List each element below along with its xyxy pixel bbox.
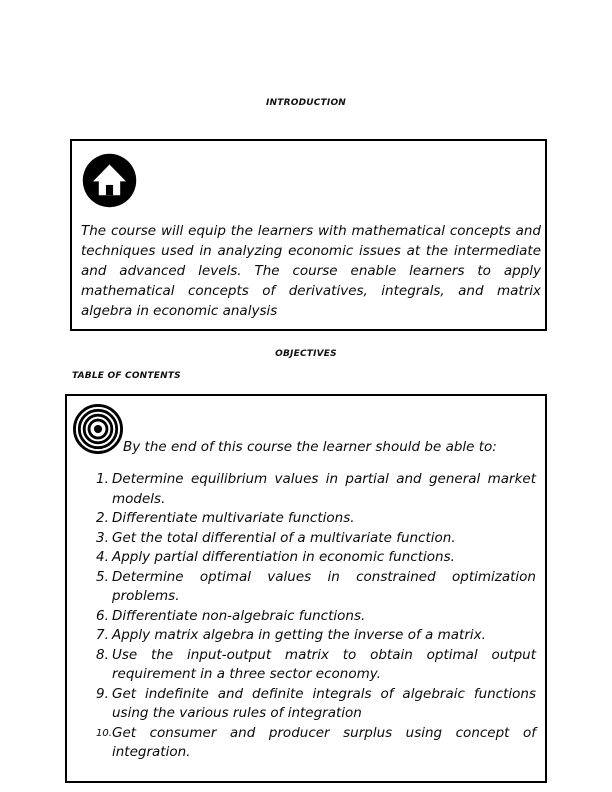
list-item-text: Determine equilibrium values in partial and general market models. [112, 471, 536, 507]
list-item-text: Differentiate multivariate functions. [112, 510, 355, 526]
introduction-box [70, 139, 547, 331]
objectives-box [65, 394, 547, 783]
introduction-heading: INTRODUCTION [265, 98, 347, 108]
objectives-list [94, 470, 542, 763]
list-item [94, 509, 542, 529]
table-of-contents-heading: TABLE OF CONTENTS [72, 371, 181, 381]
list-item [94, 470, 542, 509]
list-number: 7. [96, 627, 109, 643]
introduction-text: The course will equip the learners with mathematical concepts and techniques used in analyzing economic issues at the intermediate and advanced levels. The course enable learners to apply mathematical concepts of derivatives, integrals, and matrix algebra in economic analysis [81, 223, 541, 319]
list-number: 3. [96, 529, 109, 546]
list-number: 9. [96, 685, 109, 702]
list-number: 1. [96, 471, 109, 487]
list-item [94, 724, 542, 763]
list-item [94, 626, 542, 646]
target-icon [72, 403, 124, 455]
list-item [94, 568, 542, 607]
list-item [94, 607, 542, 627]
list-item-text: Use the input-output matrix to obtain optimal output requirement in a three sector economy. [112, 646, 536, 682]
list-item-text: Apply partial differentiation in economic functions. [112, 549, 455, 565]
list-item-text: Get indefinite and definite integrals of algebraic functions using the various rules of integration [112, 685, 536, 721]
list-number: 8. [96, 646, 109, 663]
list-item [94, 529, 542, 549]
list-item-text: Get consumer and producer surplus using concept of integration. [112, 724, 536, 760]
list-item [94, 646, 542, 685]
list-item-text: Get the total differential of a multivariate function. [112, 529, 456, 546]
objectives-lead-text: By the end of this course the learner should be able to: [123, 439, 497, 455]
list-item-text: Apply matrix algebra in getting the inverse of a matrix. [112, 627, 486, 643]
list-number: 6. [96, 607, 109, 624]
list-item [94, 548, 542, 568]
list-item-text: Determine optimal values in constrained optimization problems. [112, 568, 536, 604]
home-icon [81, 152, 138, 209]
list-item-text: Differentiate non-algebraic functions. [112, 607, 366, 624]
list-number: 2. [96, 510, 109, 526]
objectives-heading: OBJECTIVES [275, 349, 337, 359]
list-number: 5. [96, 568, 109, 585]
list-item [94, 685, 542, 724]
list-number: 4. [96, 549, 109, 565]
list-number: 10. [96, 727, 112, 739]
